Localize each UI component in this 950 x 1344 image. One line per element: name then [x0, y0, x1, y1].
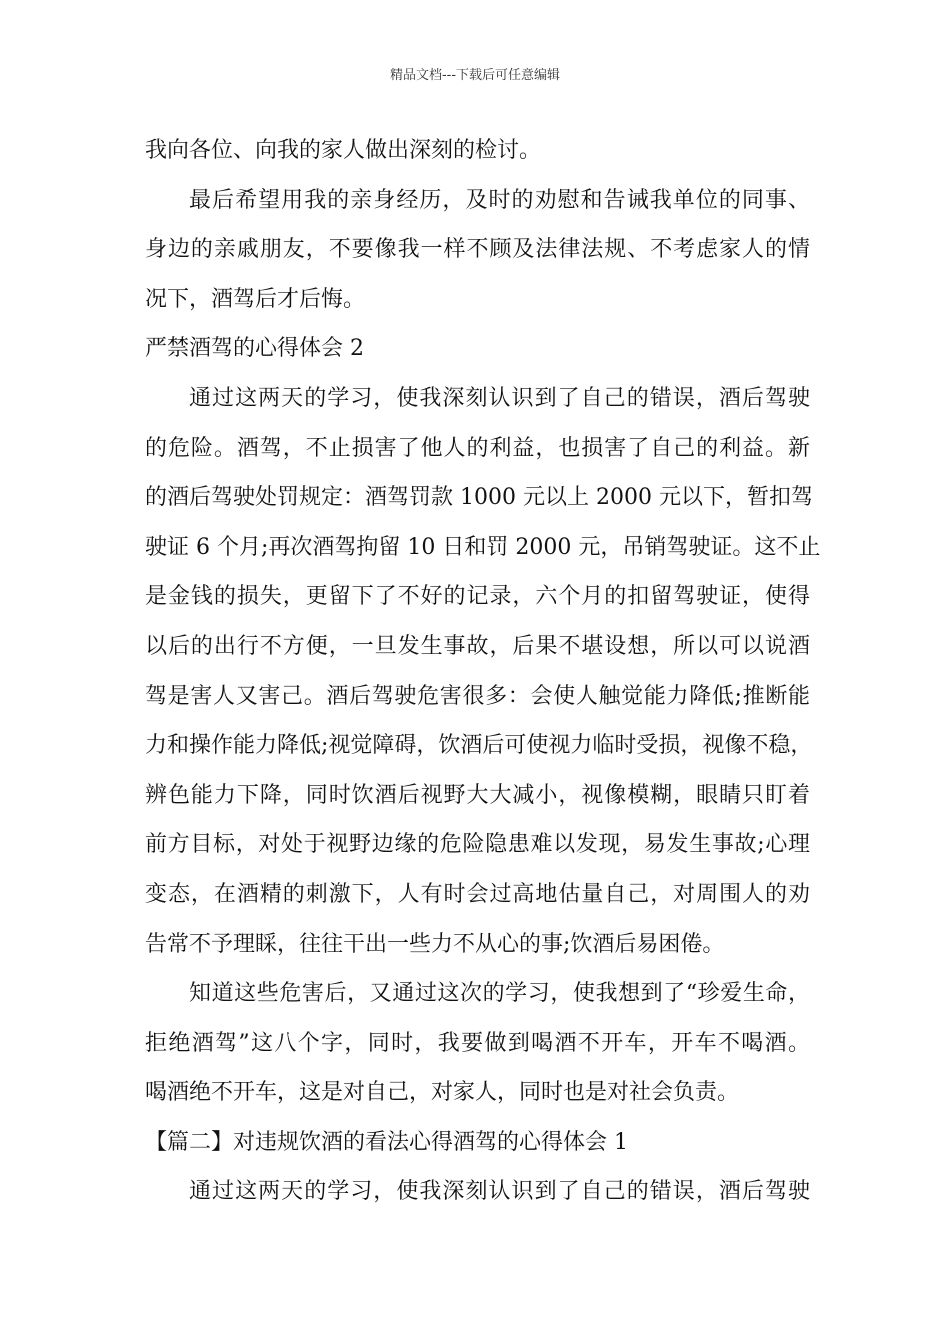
- text-line: 告常不予理睬，往往干出一些力不从心的事;饮酒后易困倦。: [145, 931, 725, 957]
- text-line: 喝酒绝不开车，这是对自己，对家人，同时也是对社会负责。: [145, 1080, 740, 1106]
- text-line: 知道这些危害后，又通过这次的学习，使我想到了“珍爱生命，: [189, 981, 810, 1007]
- text-line: 我向各位、向我的家人做出深刻的检讨。: [145, 138, 542, 163]
- text-line: 以后的出行不方便，一旦发生事故，后果不堪设想，所以可以说酒: [145, 633, 810, 659]
- text-line: 最后希望用我的亲身经历，及时的劝慰和告诫我单位的同事、: [189, 187, 810, 213]
- text-line: 拒绝酒驾”这八个字，同时，我要做到喝酒不开车，开车不喝酒。: [145, 1030, 810, 1056]
- text-line: 【篇二】对违规饮酒的看法心得酒驾的心得体会 1: [145, 1129, 628, 1155]
- text-line: 况下，酒驾后才后悔。: [145, 286, 366, 312]
- text-line: 驶证 6 个月;再次酒驾拘留 10 日和罚 2000 元，吊销驾驶证。这不止: [145, 534, 821, 560]
- text-line: 是金钱的损失，更留下了不好的记录，六个月的扣留驾驶证，使得: [145, 584, 810, 610]
- text-line: 变态，在酒精的刺激下，人有时会过高地估量自己，对周围人的劝: [145, 881, 810, 907]
- text-line: 辨色能力下降，同时饮酒后视野大大减小，视像模糊，眼睛只盯着: [145, 782, 810, 808]
- text-line: 驾是害人又害己。酒后驾驶危害很多：会使人触觉能力降低;推断能: [145, 683, 810, 709]
- text-line: 力和操作能力降低;视觉障碍，饮酒后可使视力临时受损，视像不稳，: [145, 733, 813, 759]
- text-line: 严禁酒驾的心得体会 2: [145, 336, 364, 362]
- text-line: 通过这两天的学习，使我深刻认识到了自己的错误，酒后驾驶: [189, 385, 810, 411]
- text-line: 通过这两天的学习，使我深刻认识到了自己的错误，酒后驾驶: [189, 1179, 810, 1205]
- page-header: 精品文档---下载后可任意编辑: [389, 68, 561, 83]
- text-line: 的危险。酒驾，不止损害了他人的利益，也损害了自己的利益。新: [145, 435, 810, 461]
- text-line: 的酒后驾驶处罚规定：酒驾罚款 1000 元以上 2000 元以下，暂扣驾: [145, 485, 813, 511]
- document-body: [145, 126, 821, 1217]
- text-line: 身边的亲戚朋友，不要像我一样不顾及法律法规、不考虑家人的情: [145, 237, 810, 263]
- text-line: 前方目标，对处于视野边缘的危险隐患难以发现，易发生事故;心理: [145, 832, 810, 858]
